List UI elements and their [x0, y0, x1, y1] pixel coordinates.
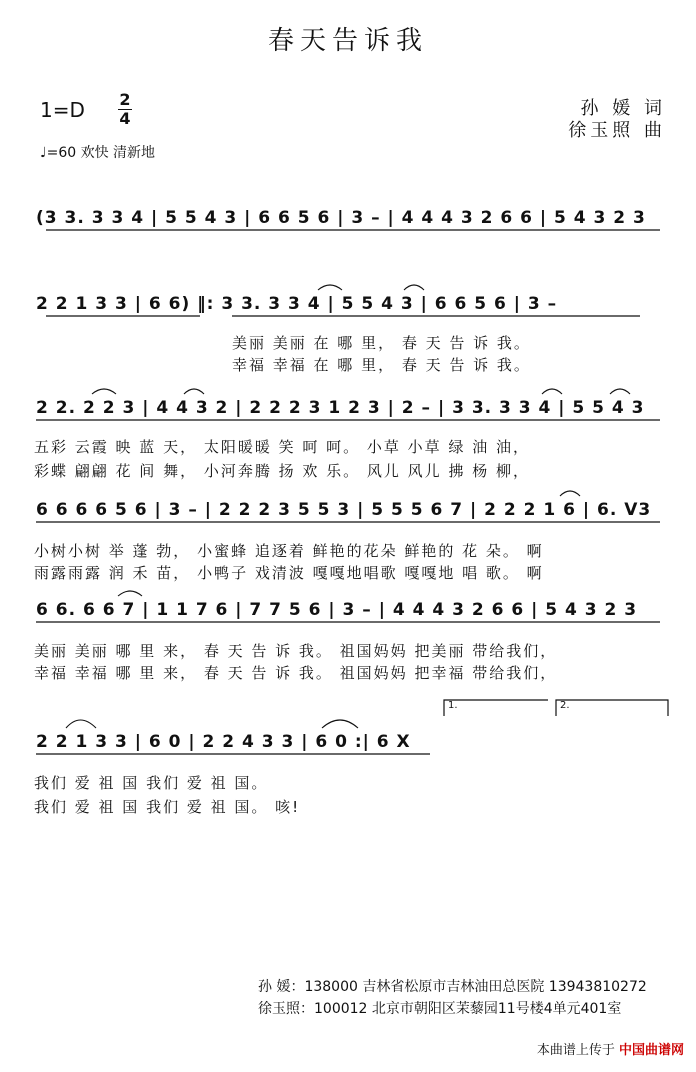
contact-lyricist: 孙 媛：138000 吉林省松原市吉林油田总医院 13943810272	[258, 979, 647, 995]
lyrics-verse-1: 五彩 云霞 映 蓝 天， 太阳暖暖 笑 呵 呵。 小草 小草 绿 油 油，	[34, 438, 530, 456]
volta-2-label: 2.	[560, 700, 570, 711]
lyrics-verse-2: 雨露雨露 润 禾 苗， 小鸭子 戏清波 嘎嘎地唱歌 嘎嘎地 唱 歌。 啊	[34, 564, 544, 582]
key-signature: 1=D	[40, 98, 85, 122]
lyrics-verse-2: 幸福 幸福 在 哪 里， 春 天 告 诉 我。	[232, 356, 531, 374]
notation-line: 2 2 1 3 3 | 6 6) ‖: 3 3. 3 3 4 | 5 5 4 3 | 6 6 5 6 | 3 –	[36, 294, 558, 314]
lyrics-verse-2: 幸福 幸福 哪 里 来， 春 天 告 诉 我。 祖国妈妈 把幸福 带给我们，	[34, 664, 558, 682]
upload-text: 本曲谱上传于	[536, 1043, 615, 1058]
composer-credit: 徐玉照 曲	[568, 120, 666, 141]
notation-line: 6 6 6 6 5 6 | 3 – | 2 2 2 3 5 5 3 | 5 5 5 6 7 | 2 2 2 1 6 | 6. V3	[36, 500, 652, 520]
lyrics-verse-2: 彩蝶 翩翩 花 间 舞， 小河奔腾 扬 欢 乐。 风儿 风儿 拂 杨 柳，	[34, 462, 530, 480]
time-signature-top: 2	[119, 90, 131, 109]
slur-marks	[66, 285, 630, 728]
volta-1-label: 1.	[448, 700, 458, 711]
lyrics-verse-1: 美丽 美丽 哪 里 来， 春 天 告 诉 我。 祖国妈妈 把美丽 带给我们，	[34, 642, 558, 660]
notation-line: 2 2. 2 2 3 | 4 4 3 2 | 2 2 2 3 1 2 3 | 2 – | 3 3. 3 3 4 | 5 5 4 3	[36, 398, 645, 418]
time-signature-bottom: 4	[119, 109, 131, 128]
notation-line: (3 3. 3 3 4 | 5 5 4 3 | 6 6 5 6 | 3 – | 4 4 4 3 2 6 6 | 5 4 3 2 3	[36, 208, 646, 228]
contact-composer: 徐玉照：100012 北京市朝阳区茉藜园11号楼4单元401室	[258, 1001, 622, 1017]
lyrics-verse-1: 美丽 美丽 在 哪 里， 春 天 告 诉 我。	[232, 334, 531, 352]
notation-line: 6 6. 6 6 7 | 1 1 7 6 | 7 7 5 6 | 3 – | 4 4 4 3 2 6 6 | 5 4 3 2 3	[36, 600, 638, 620]
song-title: 春天告诉我	[267, 26, 428, 56]
site-logo[interactable]: 中国曲谱网	[618, 1043, 684, 1058]
lyrics-verse-1: 我们 爱 祖 国 我们 爱 祖 国。	[34, 774, 269, 792]
notation-line: 2 2 1 3 3 | 6 0 | 2 2 4 3 3 | 6 0 :| 6 X	[36, 732, 411, 752]
lyrics-verse-2: 我们 爱 祖 国 我们 爱 祖 国。 咳!	[34, 798, 301, 816]
volta-brackets	[444, 700, 668, 716]
tempo-marking: ♩=60 欢快 清新地	[40, 145, 156, 161]
upload-notice	[537, 1039, 684, 1058]
lyrics-verse-1: 小树小树 举 蓬 勃， 小蜜蜂 追逐着 鲜艳的花朵 鲜艳的 花 朵。 啊	[34, 542, 544, 560]
lyricist-credit: 孙 媛 词	[580, 98, 666, 119]
